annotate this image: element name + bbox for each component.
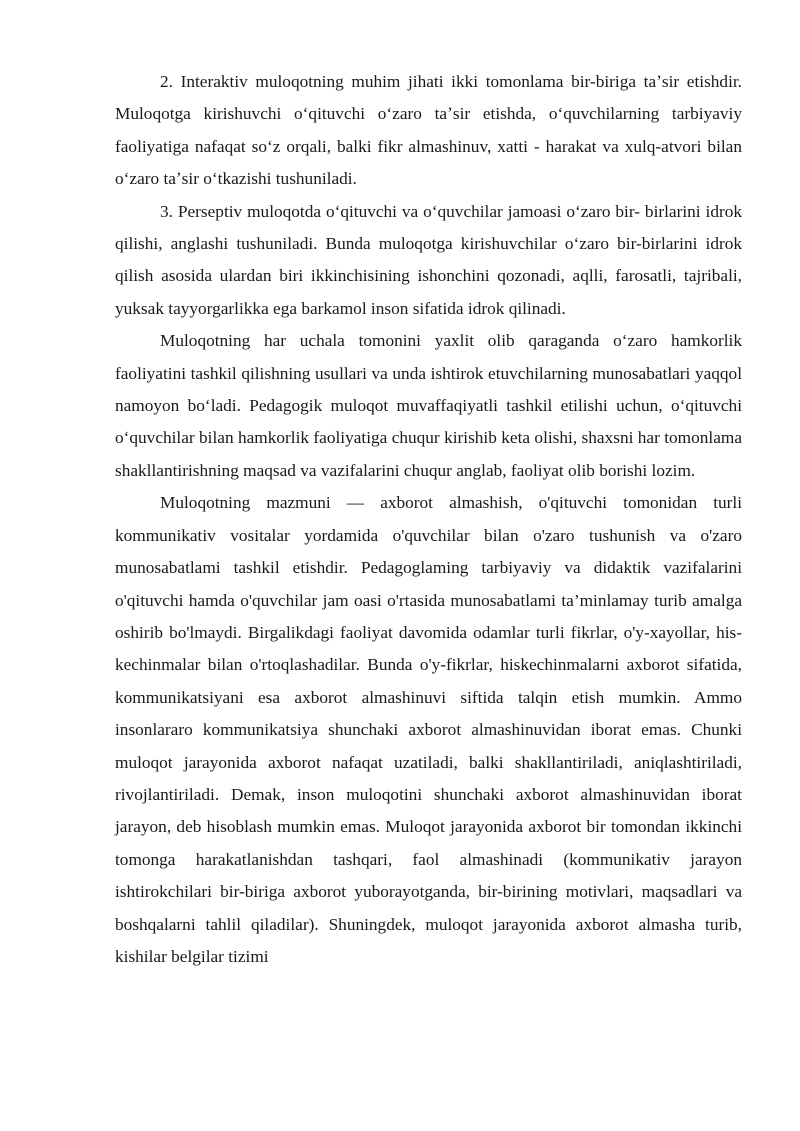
paragraph-communication-aspects: Muloqotning har uchala tomonini yaxlit olib qaraganda oʻzaro hamkorlik faoliyatini tashkil qilishning usullari va unda ishtirok etuvchilarning munosabatlari yaqqol namoyon boʻladi. Pedagogik muloqot muvaffaqiyatli tashkil etilishi uchun, oʻqituvchi oʻquvchilar bilan hamkorlik faoliyatiga chuqur kirishib keta olishi, shaxsni har tomonlama shakllantirishning maqsad va vazifalarini chuqur anglab, faoliyat olib borishi lozim. <box>115 331 742 480</box>
paragraph-communication-content: Muloqotning mazmuni — axborot almashish, o'qituvchi tomonidan turli kommunikativ vositalar yordamida o'quvchilar bilan o'zaro tushunish va o'zaro munosabatlami tashkil etishdir. Pedagoglaming tarbiyaviy va didaktik vazifalarini o'qituvchi hamda o'quvchilar jam oasi o'rtasida munosabatlami ta’minlamay turib amalga oshirib bo'lmaydi. Birgalikdagi faoliyat davomida odamlar turli fikrlar, o'y-xayollar, his-kechinmalar bilan o'rtoqlashadilar. Bunda o'y-fikrlar, hiskechinmalarni axborot sifatida, kommunikatsiyani esa axborot almashinuvi siftida talqin etish mumkin. Ammo insonlararo kommunikatsiya shunchaki axborot almashinuvidan iborat emas. Chunki muloqot jarayonida axborot nafaqat uzatiladi, balki shakllantiriladi, aniqlashtiriladi, rivojlantiriladi. Demak, inson muloqotini shunchaki axborot almashinuvidan iborat jarayon, deb hisoblash mumkin emas. Muloqot jarayonida axborot bir tomondan ikkinchi tomonga harakatlanishdan tashqari, faol almashinadi (kommunikativ jarayon ishtirokchilari bir-biriga axborot yuborayotganda, bir-birining motivlari, maqsadlari va boshqalarni tahlil qiladilar). Shuningdek, muloqot jarayonida axborot almasha turib, kishilar belgilar tizimi <box>115 493 742 966</box>
paragraph-perceptive-communication: 3. Perseptiv muloqotda oʻqituvchi va oʻquvchilar jamoasi oʻzaro bir- birlarini idrok qilishi, anglashi tushuniladi. Bunda muloqotga kirishuvchilar oʻzaro bir-birlarini idrok qilish asosida ulardan biri ikkinchisining ishonchini qozonadi, aqlli, farosatli, tajribali, yuksak tayyorgarlikka ega barkamol inson sifatida idrok qilinadi. <box>115 201 742 318</box>
document-page <box>115 66 742 973</box>
paragraph-interactive-communication: 2. Interaktiv muloqotning muhim jihati ikki tomonlama bir-biriga taʼsir etishdir. Muloqotga kirishuvchi oʻqituvchi oʻzaro taʼsir etishda, oʻquvchilarning tarbiyaviy faoliyatiga nafaqat soʻz orqali, balki fikr almashinuv, xatti - harakat va xulq-atvori bilan oʻzaro taʼsir oʻtkazishi tushuniladi. <box>115 72 742 189</box>
